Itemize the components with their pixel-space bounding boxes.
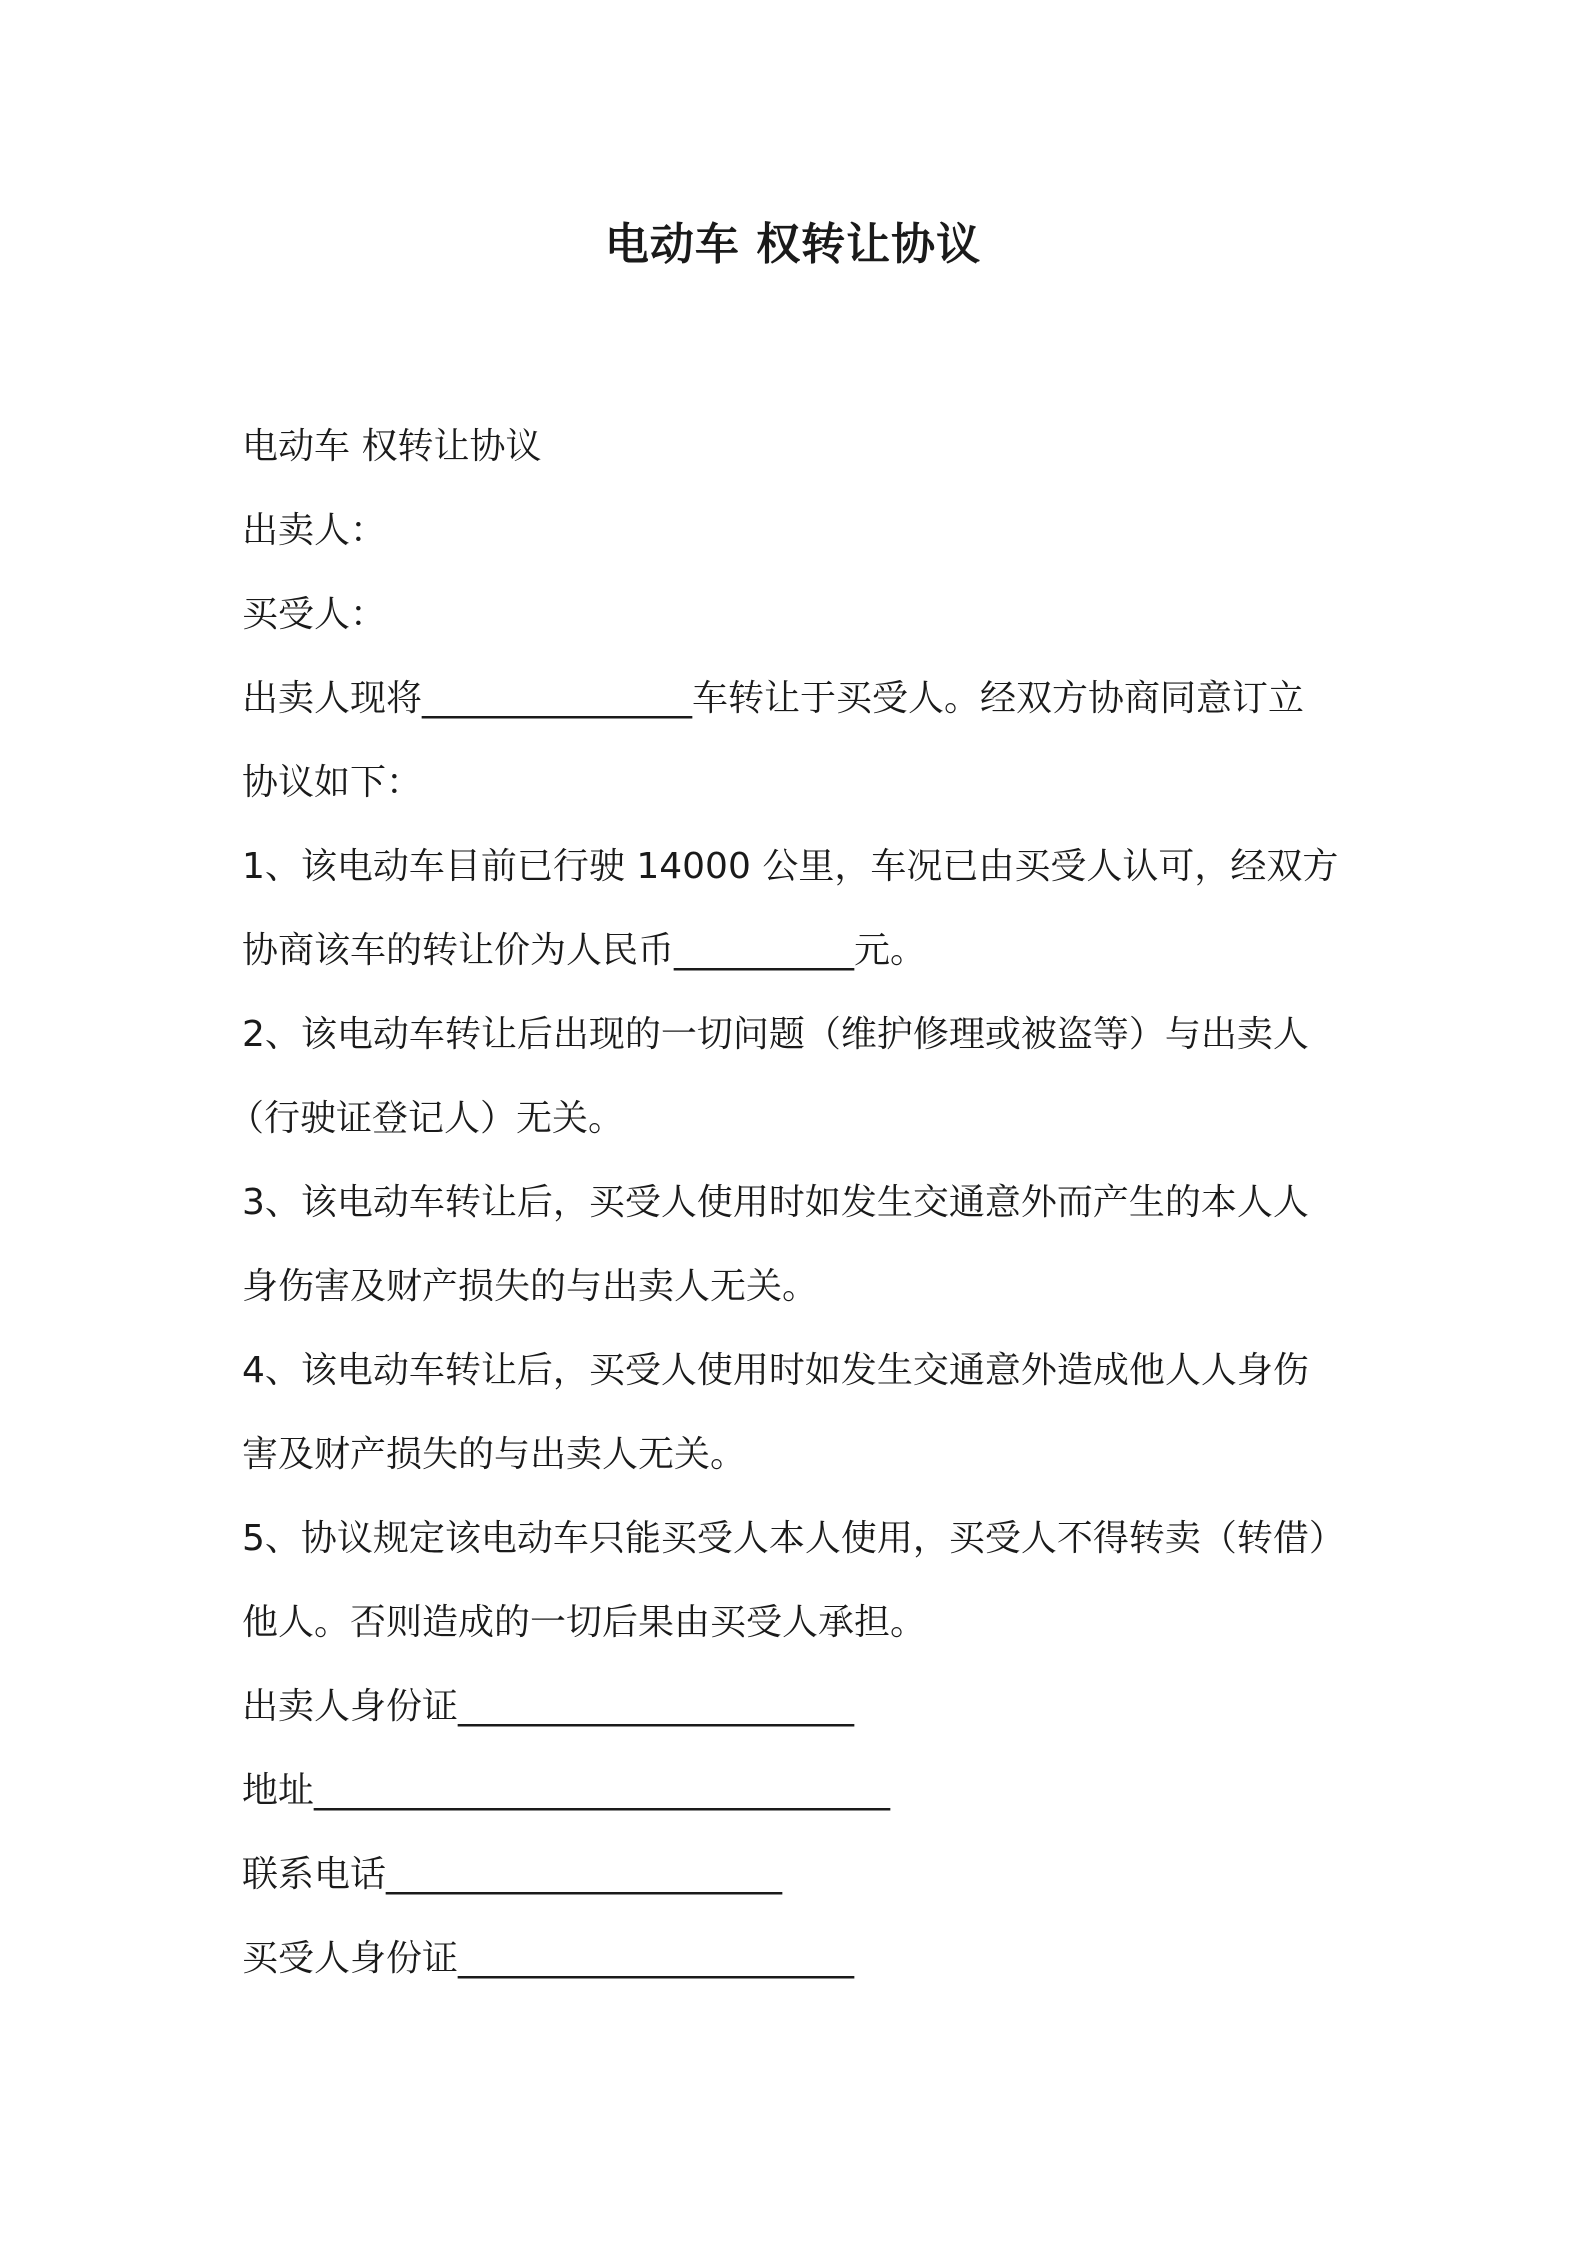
intro-line-2: 协议如下： [242, 762, 423, 803]
clause-3-line-2: 身伤害及财产损失的与出卖人无关。 [242, 1266, 819, 1307]
phone-field: 联系电话______________________ [242, 1854, 783, 1895]
document-body [228, 405, 1372, 2001]
clause-1-line-1: 1、该电动车目前已行驶 14000 公里，车况已由买受人认可，经双方 [242, 846, 1339, 887]
clause-2-line-2: （行驶证登记人）无关。 [228, 1098, 625, 1139]
seller-id-field: 出卖人身份证______________________ [242, 1686, 855, 1727]
document-title: 电动车 权转让协议 [604, 219, 982, 270]
buyer-label: 买受人： [242, 594, 387, 635]
clause-2-line-1: 2、该电动车转让后出现的一切问题（维护修理或被盗等）与出卖人 [242, 1014, 1309, 1055]
clause-4-line-2: 害及财产损失的与出卖人无关。 [242, 1434, 747, 1475]
clause-4-line-1: 4、该电动车转让后，买受人使用时如发生交通意外造成他人人身伤 [242, 1350, 1309, 1391]
clause-5-line-1: 5、协议规定该电动车只能买受人本人使用，买受人不得转卖（转借） [242, 1518, 1345, 1559]
clause-1-line-2: 协商该车的转让价为人民币__________元。 [242, 930, 927, 971]
buyer-id-field: 买受人身份证______________________ [242, 1938, 855, 1979]
body-heading: 电动车 权转让协议 [242, 426, 542, 467]
clause-3-line-1: 3、该电动车转让后，买受人使用时如发生交通意外而产生的本人人 [242, 1182, 1309, 1223]
address-field: 地址________________________________ [242, 1770, 890, 1811]
clause-5-line-2: 他人。否则造成的一切后果由买受人承担。 [242, 1602, 927, 1643]
seller-label: 出卖人： [242, 510, 387, 551]
intro-line-1: 出卖人现将_______________车转让于买受人。经双方协商同意订立 [242, 678, 1305, 719]
